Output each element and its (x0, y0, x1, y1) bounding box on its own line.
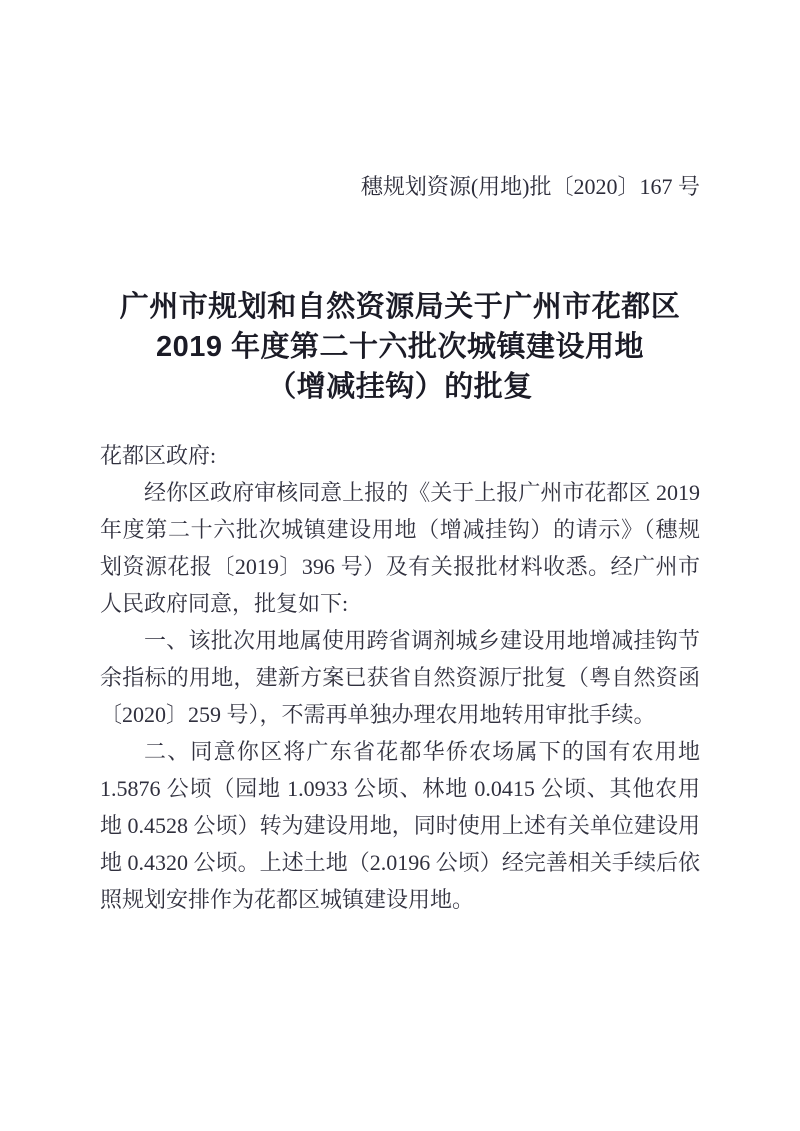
document-title (40, 287, 760, 407)
salutation: 花都区政府: (100, 443, 217, 468)
title-line-3: （增减挂钩）的批复 (267, 371, 533, 403)
title-line-2: 2019 年度第二十六批次城镇建设用地 (155, 331, 645, 363)
paragraph-item-2: 二、同意你区将广东省花都华侨农场属下的国有农用地 1.5876 公顷（园地 1.0933 公顷、林地 0.0415 公顷、其他农用地 0.4528 公顷）转为建设用地，同时使用上述有关单位建设用地 0.4320 公顷。上述土地（2.0196 公顷）经完善相关手续后依照规划安排作为花都区城镇建设用地。 (100, 739, 700, 912)
title-line-1: 广州市规划和自然资源局关于广州市花都区 (119, 291, 681, 323)
paragraph-intro: 经你区政府审核同意上报的《关于上报广州市花都区 2019 年度第二十六批次城镇建设用地（增减挂钩）的请示》（穗规划资源花报〔2019〕396 号）及有关报批材料收悉。经广州市人民政府同意，批复如下: (100, 480, 700, 616)
document-body (100, 437, 700, 918)
doc-number: 穗规划资源(用地)批〔2020〕167 号 (360, 174, 700, 199)
paragraph-item-1: 一、该批次用地属使用跨省调剂城乡建设用地增减挂钩节余指标的用地，建新方案已获省自然资源厅批复（粤自然资函〔2020〕259 号），不需再单独办理农用地转用审批手续。 (100, 628, 700, 727)
